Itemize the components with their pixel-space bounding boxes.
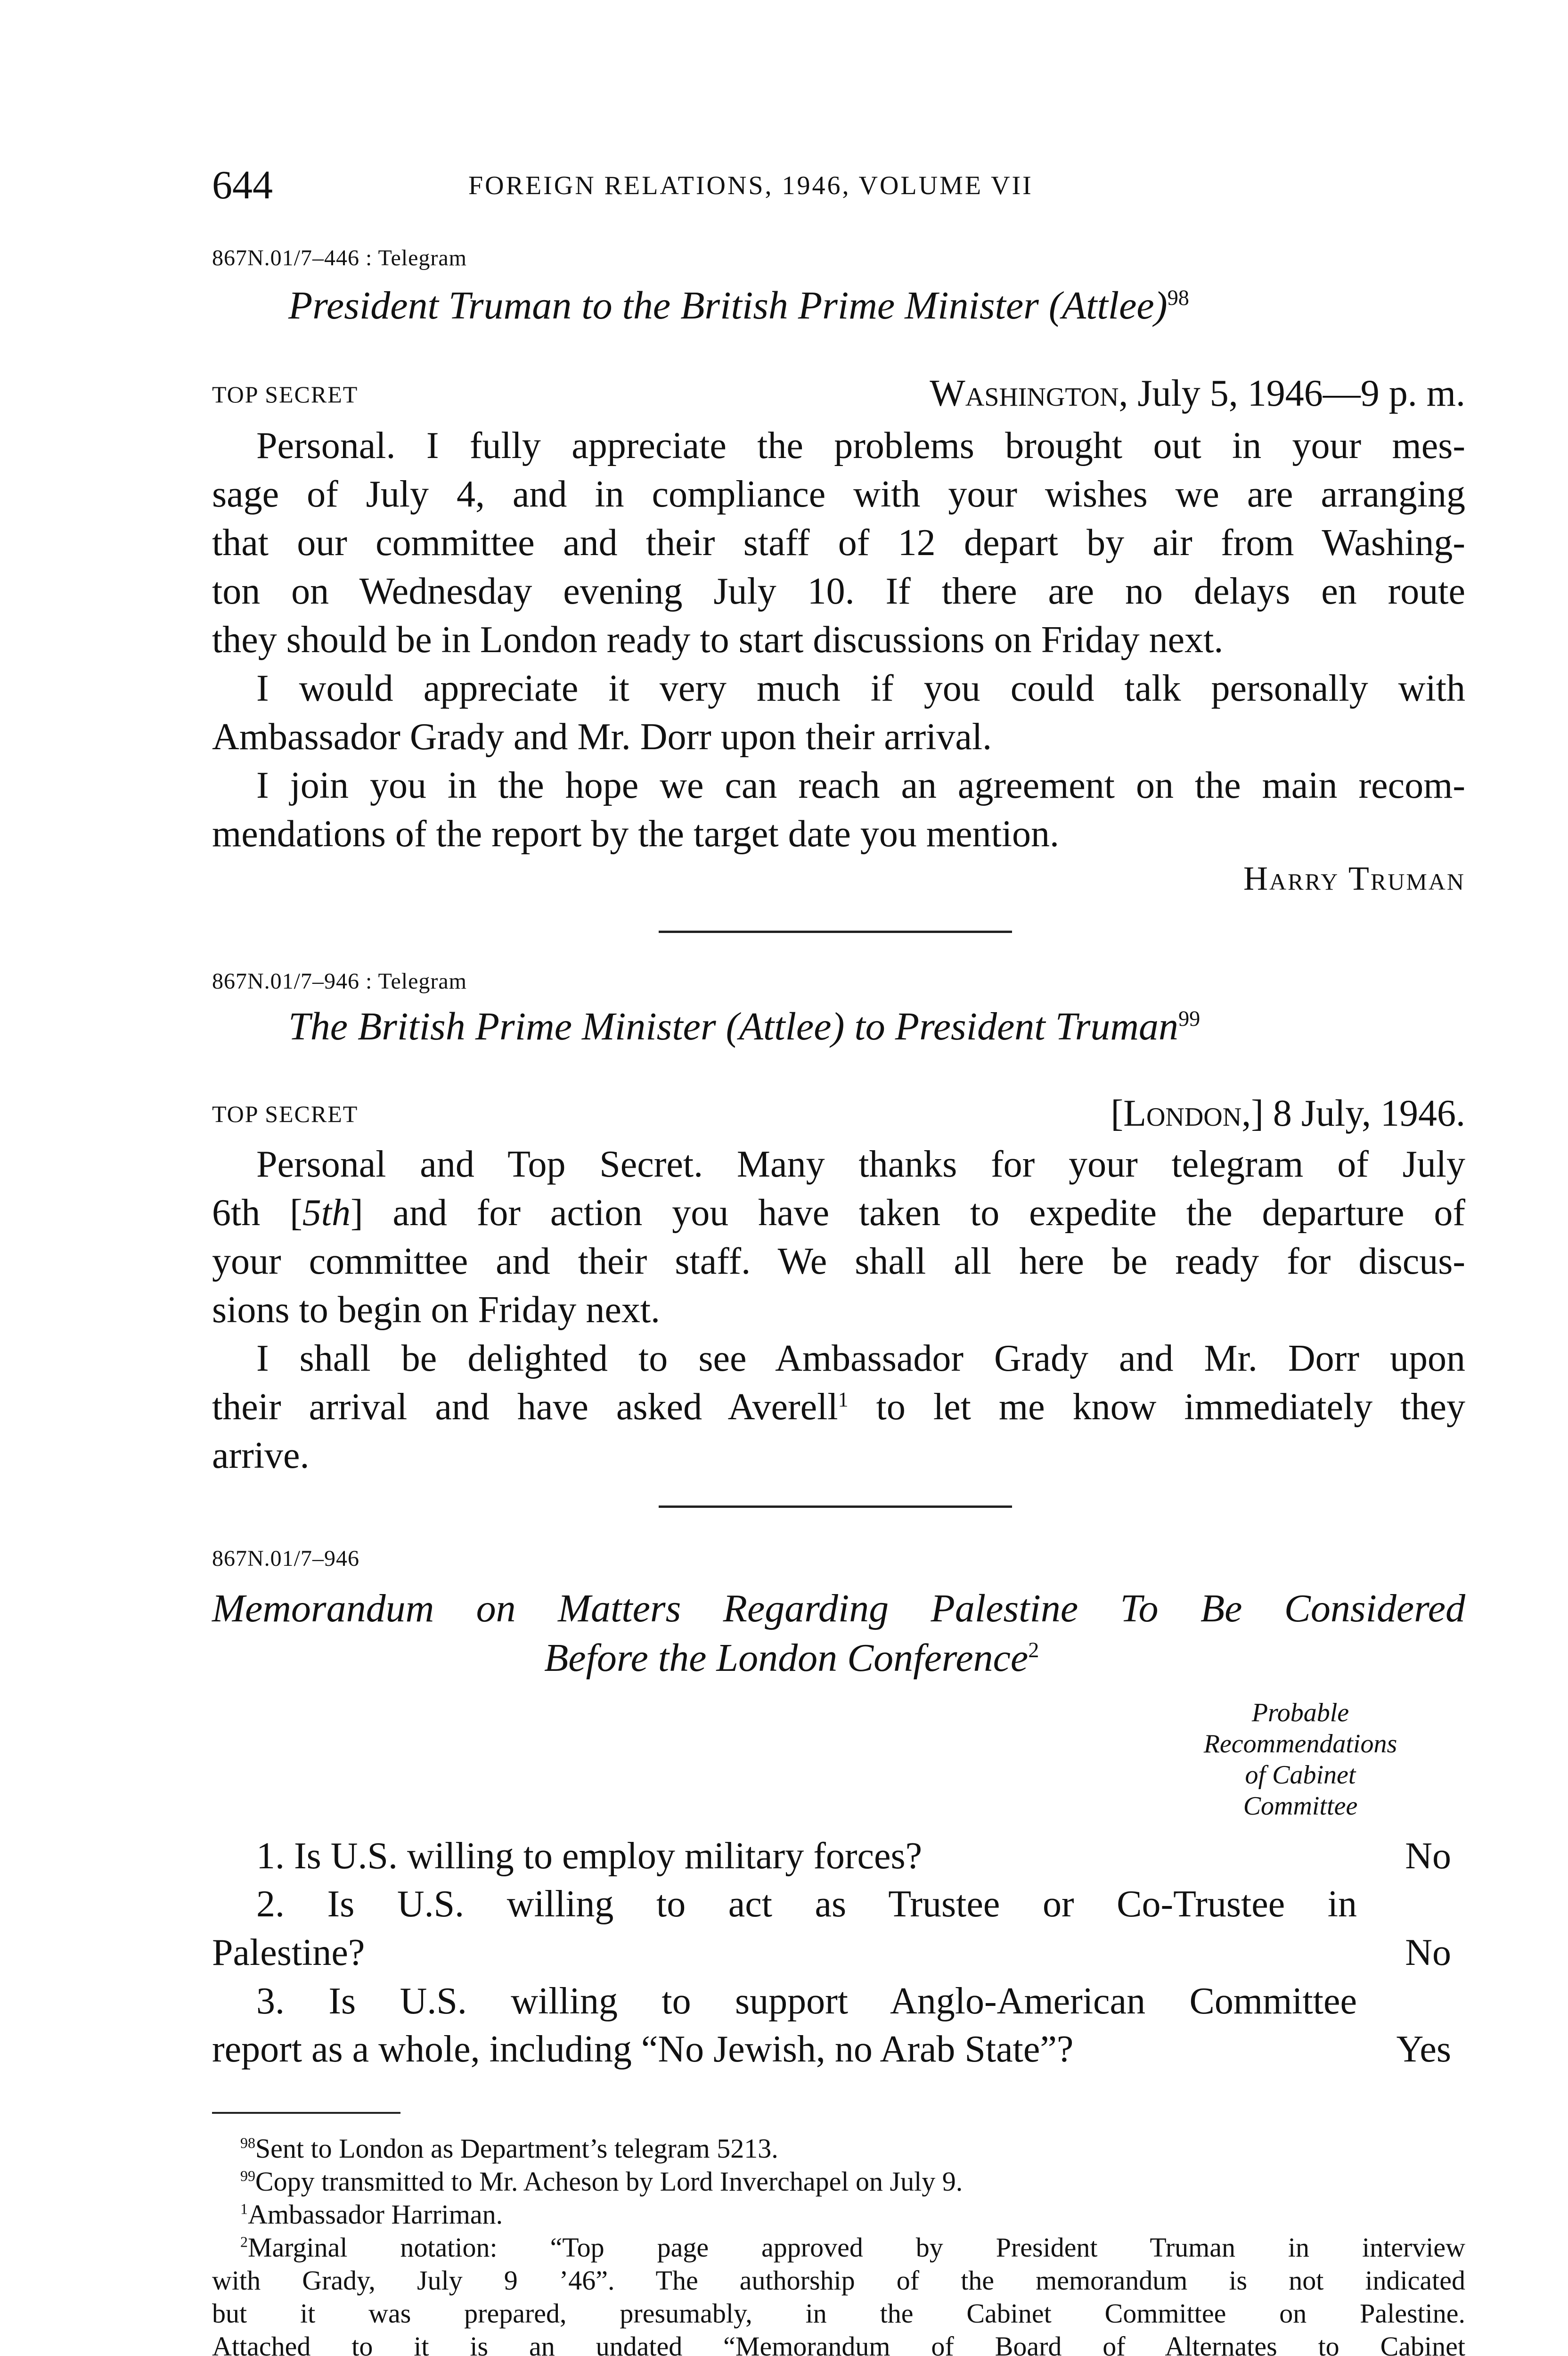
doc2-line2-close: ] bbox=[350, 1192, 363, 1234]
doc2-averell-note: 1 bbox=[838, 1388, 849, 1411]
doc3-heading-line2-text: Before the London Conference bbox=[544, 1636, 1029, 1680]
footnote bbox=[212, 2198, 1465, 2231]
footnote-text: Marginal notation: “Top page approved by President Truman in interview bbox=[247, 2232, 1465, 2263]
doc3-file-ref: 867N.01/7–946 bbox=[212, 1546, 359, 1571]
question-row bbox=[212, 2025, 1465, 2074]
footnote bbox=[212, 2231, 1465, 2264]
doc1-body bbox=[212, 422, 1465, 859]
doc1-classification: TOP SECRET bbox=[212, 381, 359, 408]
doc1-line: mendations of the report by the target date you mention. bbox=[212, 813, 1060, 855]
footnote-rule bbox=[212, 2112, 400, 2114]
doc2-line6-a: their arrival and have asked Averell bbox=[212, 1386, 838, 1428]
doc2-line: arrive. bbox=[212, 1435, 310, 1476]
footnote-mark: 98 bbox=[240, 2135, 255, 2151]
question-answer: No bbox=[1405, 1932, 1451, 1973]
doc2-line2-italic: 5th bbox=[302, 1192, 351, 1234]
question-answer: Yes bbox=[1396, 2029, 1451, 2070]
section-divider bbox=[659, 931, 1012, 933]
doc2-body bbox=[212, 1140, 1465, 1480]
doc2-dateline-rest: ,] 8 July, 1946. bbox=[1241, 1093, 1465, 1134]
question-row bbox=[212, 1832, 1465, 1881]
question-answer: No bbox=[1405, 1835, 1451, 1877]
doc3-heading-note: 2 bbox=[1028, 1638, 1039, 1662]
doc2-dateline-open: [ bbox=[1111, 1093, 1124, 1134]
doc1-line: Personal. I fully appreciate the problems brought out in your mes- bbox=[256, 425, 1465, 466]
column-head-line: Probable bbox=[1251, 1698, 1349, 1727]
question-text: 2. Is U.S. willing to act as Trustee or Co-Trustee in bbox=[256, 1883, 1357, 1925]
doc2-heading bbox=[288, 1004, 1200, 1049]
doc1-dateline-place: Washington bbox=[930, 373, 1119, 414]
question-text: report as a whole, including “No Jewish, no Arab State”? bbox=[212, 2029, 1074, 2070]
doc3-heading-line1: Memorandum on Matters Regarding Palestine To Be Considered bbox=[212, 1587, 1465, 1630]
footnote-text: Ambassador Harriman. bbox=[247, 2199, 503, 2230]
footnote bbox=[212, 2165, 1465, 2198]
doc1-heading-note: 98 bbox=[1167, 286, 1189, 310]
doc1-dateline-rest: , July 5, 1946—9 p. m. bbox=[1119, 373, 1465, 414]
footnote-mark: 1 bbox=[240, 2201, 248, 2217]
running-head bbox=[212, 161, 1465, 208]
doc1-heading-text: President Truman to the British Prime Minister (Attlee) bbox=[288, 284, 1168, 327]
doc2-dateline bbox=[1111, 1092, 1465, 1135]
question-text: 1. Is U.S. willing to employ military forces? bbox=[256, 1835, 923, 1877]
doc1-signature: Harry Truman bbox=[1243, 859, 1465, 897]
doc1-line: ton on Wednesday evening July 10. If there are no delays en route bbox=[212, 571, 1465, 612]
doc2-line6-b: to let me know immediately they bbox=[876, 1386, 1466, 1428]
doc2-line: Personal and Top Secret. Many thanks for your telegram of July bbox=[256, 1144, 1465, 1185]
footnote-line: but it was prepared, presumably, in the Cabinet Committee on Palestine. bbox=[212, 2298, 1465, 2329]
doc2-line: I shall be delighted to see Ambassador Grady and Mr. Dorr upon bbox=[256, 1338, 1465, 1379]
question-row bbox=[212, 1880, 1465, 1929]
running-title: FOREIGN RELATIONS, 1946, VOLUME VII bbox=[468, 171, 1033, 200]
column-head-line: Committee bbox=[1243, 1792, 1358, 1821]
doc2-line: your committee and their staff. We shall all here be ready for discus- bbox=[212, 1241, 1465, 1282]
question-text: 3. Is U.S. willing to support Anglo-American Committee bbox=[256, 1980, 1357, 2022]
doc2-dateline-place: London bbox=[1123, 1093, 1242, 1134]
doc1-dateline bbox=[930, 372, 1465, 415]
footnote-mark: 2 bbox=[240, 2233, 248, 2250]
doc1-line: that our committee and their staff of 12 depart by air from Washing- bbox=[212, 522, 1465, 564]
doc2-line bbox=[212, 1189, 1465, 1237]
doc1-heading bbox=[288, 283, 1189, 328]
doc1-line: I would appreciate it very much if you could talk personally with bbox=[256, 668, 1465, 709]
doc1-line: Ambassador Grady and Mr. Dorr upon their arrival. bbox=[212, 716, 992, 758]
doc2-line bbox=[212, 1383, 1465, 1432]
footnote-mark: 99 bbox=[240, 2168, 255, 2184]
doc2-file-ref: 867N.01/7–946 : Telegram bbox=[212, 969, 467, 994]
column-head-line: of Cabinet bbox=[1245, 1760, 1356, 1790]
question-row bbox=[212, 1929, 1465, 1977]
doc3-heading-line2 bbox=[544, 1635, 1039, 1681]
doc2-heading-text: The British Prime Minister (Attlee) to President Truman bbox=[288, 1005, 1179, 1048]
footnote-line: with Grady, July 9 ’46”. The authorship of the memorandum is not indicated bbox=[212, 2265, 1465, 2296]
doc1-line: I join you in the hope we can reach an agreement on the main recom- bbox=[256, 765, 1465, 806]
recommendations-column-head bbox=[1135, 1697, 1465, 1822]
section-divider bbox=[659, 1505, 1012, 1508]
doc1-line: sage of July 4, and in compliance with your wishes we are arranging bbox=[212, 474, 1465, 515]
column-head-line: Recommendations bbox=[1203, 1729, 1397, 1759]
footnote-text: Sent to London as Department’s telegram 5213. bbox=[255, 2133, 778, 2164]
doc1-file-ref: 867N.01/7–446 : Telegram bbox=[212, 245, 467, 270]
question-text: Palestine? bbox=[212, 1932, 365, 1973]
footnote-line: Attached to it is an undated “Memorandum of Board of Alternates to Cabinet bbox=[212, 2331, 1465, 2356]
page-number: 644 bbox=[212, 162, 273, 207]
footnote bbox=[212, 2132, 1465, 2165]
footnote-text: Copy transmitted to Mr. Acheson by Lord Inverchapel on July 9. bbox=[255, 2166, 963, 2197]
footnotes bbox=[212, 2132, 1465, 2356]
doc2-line: sions to begin on Friday next. bbox=[212, 1289, 661, 1331]
doc2-line2-prefix: 6th [ bbox=[212, 1192, 302, 1234]
doc2-line2-rest: and for action you have taken to expedite the departure of bbox=[392, 1192, 1465, 1234]
question-row bbox=[212, 1977, 1465, 2026]
doc2-classification: TOP SECRET bbox=[212, 1101, 359, 1127]
doc2-heading-note: 99 bbox=[1178, 1006, 1200, 1031]
doc1-line: they should be in London ready to start discussions on Friday next. bbox=[212, 619, 1224, 661]
